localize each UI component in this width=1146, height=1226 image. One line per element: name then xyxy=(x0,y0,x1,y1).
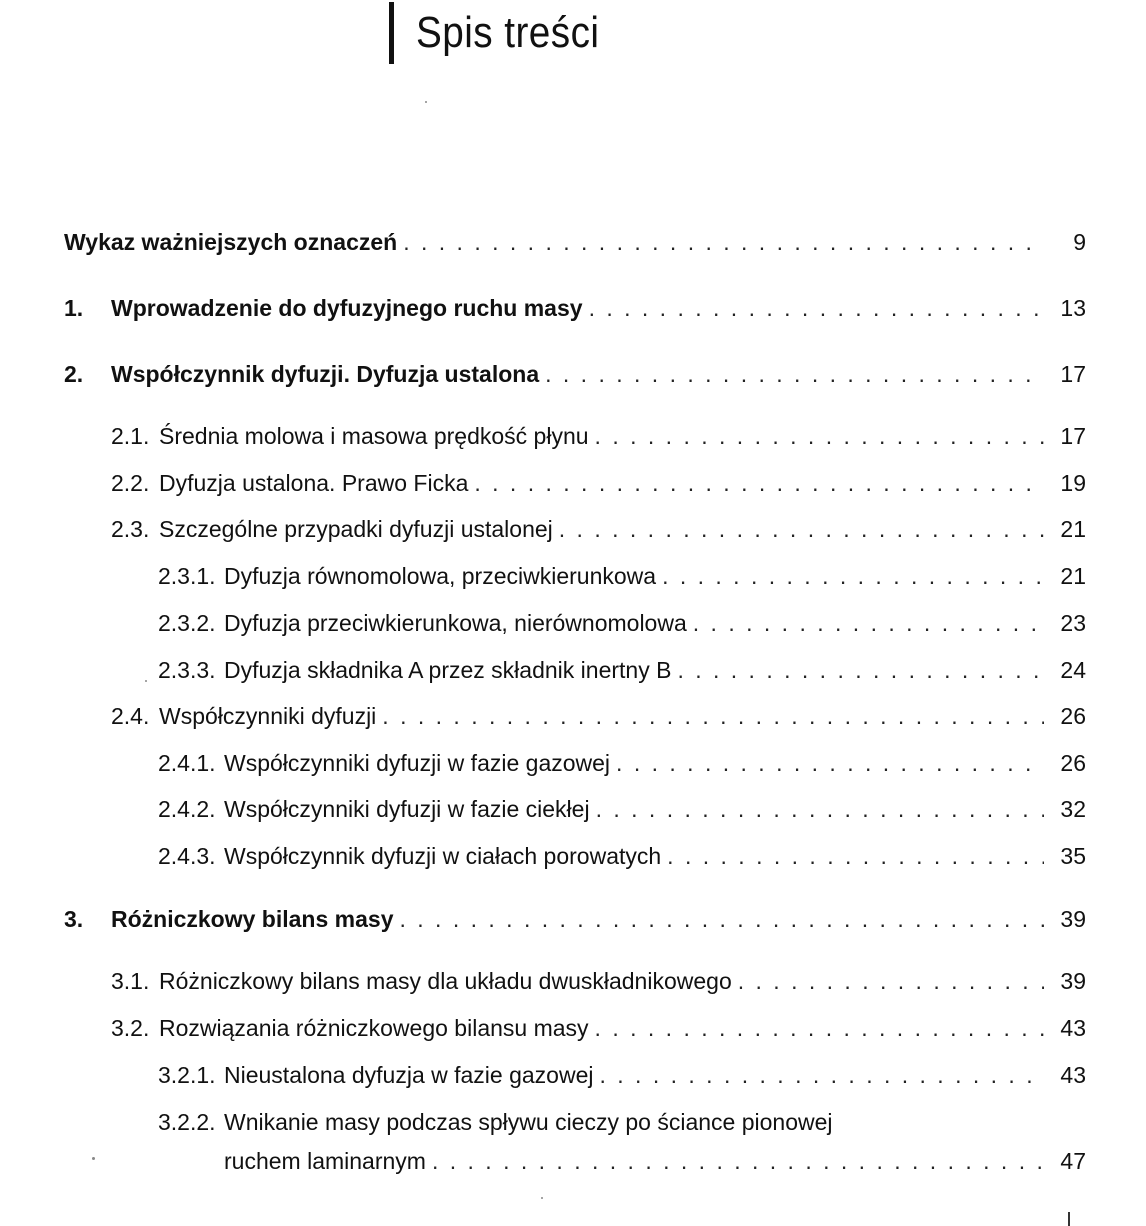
toc-entry-number: 2.4.2. xyxy=(158,796,216,822)
toc-entry-page: 35 xyxy=(1060,843,1086,869)
toc-entry-section-3-1[interactable] xyxy=(111,967,1086,995)
toc-entry-number: 3.2.1. xyxy=(158,1062,216,1088)
toc-entry-label-continuation: ruchem laminarnym xyxy=(224,1148,426,1174)
toc-entry-page: 32 xyxy=(1060,796,1086,822)
toc-entry-number: 2.3. xyxy=(111,516,150,542)
toc-entry-page: 17 xyxy=(1060,361,1086,387)
toc-entry-page: 13 xyxy=(1060,295,1086,321)
title-bar xyxy=(389,2,394,64)
toc-entry-subsection-2-3-2[interactable] xyxy=(158,609,1086,637)
toc-entry-page: 19 xyxy=(1060,470,1086,496)
scan-speck xyxy=(425,101,427,103)
toc-entry-number: 2.4.1. xyxy=(158,750,216,776)
toc-entry-label: Współczynniki dyfuzji w fazie gazowej xyxy=(224,750,611,776)
leader-dots xyxy=(596,795,1044,823)
toc-entry-page: 9 xyxy=(1073,229,1086,255)
toc-entry-subsection-2-3-3[interactable] xyxy=(158,656,1086,684)
leader-dots xyxy=(545,360,1044,388)
toc-entry-number: 2.1. xyxy=(111,423,150,449)
leader-dots xyxy=(382,702,1044,730)
toc-entry-label: Szczególne przypadki dyfuzji ustalonej xyxy=(159,516,553,542)
toc-entry-label: Nieustalona dyfuzja w fazie gazowej xyxy=(224,1062,594,1088)
toc-entry-number: 2.3.3. xyxy=(158,657,216,683)
toc-entry-section-2-2[interactable] xyxy=(111,469,1086,497)
leader-dots xyxy=(662,562,1044,590)
toc-entry-page: 21 xyxy=(1060,516,1086,542)
toc-entry-subsection-2-4-3[interactable] xyxy=(158,842,1086,870)
toc-entry-number: 3.2. xyxy=(111,1015,150,1041)
toc-entry-section-2-4[interactable] xyxy=(111,702,1086,730)
toc-entry-page: 26 xyxy=(1060,750,1086,776)
leader-dots xyxy=(403,228,1044,256)
toc-entry-number: 3. xyxy=(64,906,84,932)
toc-entry-label: Dyfuzja ustalona. Prawo Ficka xyxy=(159,470,469,496)
toc-entry-page: 43 xyxy=(1060,1062,1086,1088)
toc-entry-page: 21 xyxy=(1060,563,1086,589)
toc-entry-page: 43 xyxy=(1060,1015,1086,1041)
toc-entry-page: 39 xyxy=(1060,906,1086,932)
toc-entry-label: Różniczkowy bilans masy xyxy=(111,906,394,932)
toc-entry-label: Dyfuzja przeciwkierunkowa, nierównomolowa xyxy=(224,610,687,636)
toc-entry-label: Wprowadzenie do dyfuzyjnego ruchu masy xyxy=(111,295,583,321)
toc-entry-subsection-2-4-2[interactable] xyxy=(158,795,1086,823)
scan-speck xyxy=(541,1197,543,1199)
leader-dots xyxy=(399,905,1044,933)
toc-entry-page: 39 xyxy=(1060,968,1086,994)
leader-dots xyxy=(595,422,1044,450)
scan-speck xyxy=(145,680,147,682)
toc-entry-label: Różniczkowy bilans masy dla układu dwuskładnikowego xyxy=(159,968,732,994)
leader-dots xyxy=(559,515,1044,543)
leader-dots xyxy=(677,656,1044,684)
toc-entry-notation[interactable] xyxy=(64,228,1086,256)
toc-entry-chapter-3[interactable] xyxy=(64,905,1086,933)
toc-entry-label: Współczynniki dyfuzji xyxy=(159,703,377,729)
leader-dots xyxy=(616,749,1044,777)
toc-entry-page: 23 xyxy=(1060,610,1086,636)
leader-dots xyxy=(589,294,1044,322)
toc-entry-number: 2.4.3. xyxy=(158,843,216,869)
toc-entry-subsection-2-4-1[interactable] xyxy=(158,749,1086,777)
toc-entry-number: 2.3.1. xyxy=(158,563,216,589)
leader-dots xyxy=(693,609,1044,637)
toc-entry-section-3-2[interactable] xyxy=(111,1014,1086,1042)
toc-entry-page: 47 xyxy=(1060,1148,1086,1174)
toc-entry-label: Dyfuzja składnika A przez składnik inertny B xyxy=(224,657,672,683)
toc-entry-number: 3.2.2. xyxy=(158,1109,216,1135)
scan-speck xyxy=(92,1157,95,1160)
toc-entry-label: Wnikanie masy podczas spływu cieczy po ściance pionowej xyxy=(224,1109,833,1135)
toc-entry-subsection-3-2-2-first-line[interactable] xyxy=(158,1108,833,1136)
toc-entry-label: Dyfuzja równomolowa, przeciwkierunkowa xyxy=(224,563,657,589)
leader-dots xyxy=(474,469,1044,497)
toc-entry-number: 2.2. xyxy=(111,470,150,496)
toc-entry-label: Współczynnik dyfuzji w ciałach porowatych xyxy=(224,843,662,869)
toc-entry-number: 2.3.2. xyxy=(158,610,216,636)
toc-entry-label: Średnia molowa i masowa prędkość płynu xyxy=(159,423,589,449)
leader-dots xyxy=(599,1061,1044,1089)
toc-entry-number: 2. xyxy=(64,361,84,387)
page-edge-mark xyxy=(1068,1212,1070,1226)
toc-entry-chapter-1[interactable] xyxy=(64,294,1086,322)
page-title: Spis treści xyxy=(416,8,600,57)
toc-entry-number: 2.4. xyxy=(111,703,150,729)
toc-entry-label: Współczynnik dyfuzji. Dyfuzja ustalona xyxy=(111,361,540,387)
leader-dots xyxy=(432,1147,1044,1175)
toc-entry-number: 1. xyxy=(64,295,84,321)
toc-entry-section-2-3[interactable] xyxy=(111,515,1086,543)
toc-entry-subsection-2-3-1[interactable] xyxy=(158,562,1086,590)
toc-entry-label: Rozwiązania różniczkowego bilansu masy xyxy=(159,1015,589,1041)
toc-entry-section-2-1[interactable] xyxy=(111,422,1086,450)
toc-entry-number: 3.1. xyxy=(111,968,150,994)
toc-entry-label: Wykaz ważniejszych oznaczeń xyxy=(64,229,398,255)
leader-dots xyxy=(595,1014,1044,1042)
toc-entry-chapter-2[interactable] xyxy=(64,360,1086,388)
toc-entry-page: 26 xyxy=(1060,703,1086,729)
leader-dots xyxy=(667,842,1044,870)
toc-entry-page: 17 xyxy=(1060,423,1086,449)
toc-entry-label: Współczynniki dyfuzji w fazie ciekłej xyxy=(224,796,590,822)
toc-entry-subsection-3-2-2[interactable] xyxy=(224,1147,1086,1175)
toc-entry-page: 24 xyxy=(1060,657,1086,683)
toc-entry-subsection-3-2-1[interactable] xyxy=(158,1061,1086,1089)
leader-dots xyxy=(738,967,1044,995)
